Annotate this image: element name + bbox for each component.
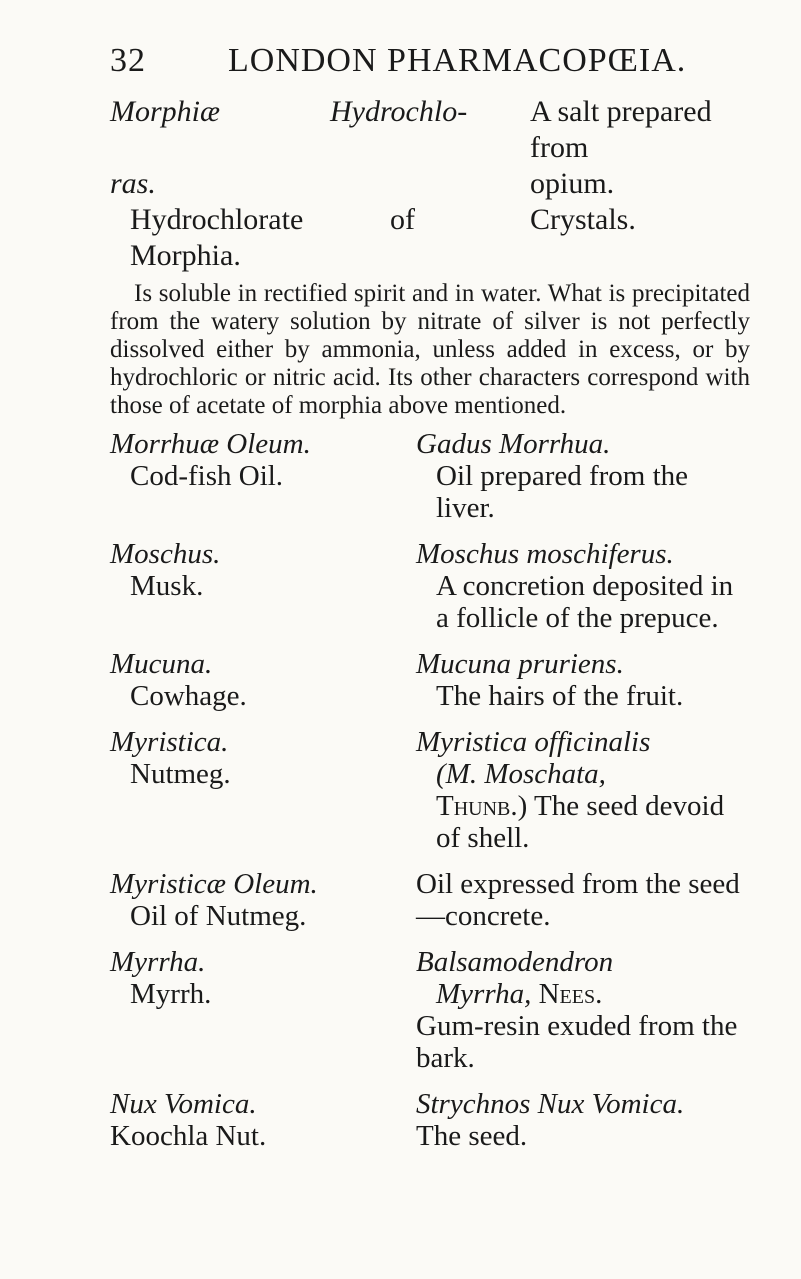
intro-english-1: Hydrochlorate: [130, 203, 304, 236]
entry-authority: Nees.: [538, 978, 603, 1010]
entry: [110, 648, 750, 712]
entry-english: Musk.: [130, 570, 204, 602]
entry: [110, 726, 750, 854]
entry-description: The hairs of the fruit.: [436, 680, 684, 712]
entry-description: The seed devoid of shell.: [436, 790, 725, 854]
entry-description: Gum-resin exuded from the bark.: [416, 1010, 738, 1074]
intro-latin-2: Hydrochlo-: [330, 95, 468, 128]
entry-description: The seed.: [416, 1120, 528, 1152]
intro-paragraph: Is soluble in rectified spirit and in water. What is precipitated from the watery solution by nitrate of silver is not perfectly dissolved either by ammonia, unless added in excess, or by hydrochloric or nitric acid. Its other characters correspond with those of acetate of morphia above mentioned.: [110, 280, 750, 419]
entry-source-2: Myrrha,: [436, 978, 532, 1010]
entry-source: Mucuna pruriens.: [416, 648, 624, 680]
running-title: LONDON PHARMACOPŒIA.: [228, 42, 687, 79]
entry-description: Oil expressed from the seed—concrete.: [416, 868, 740, 932]
page-number: 32: [110, 42, 146, 79]
entry-english: Nutmeg.: [130, 758, 231, 790]
entry-source: Balsamodendron: [416, 946, 614, 978]
entry-english: Cod-fish Oil.: [130, 460, 284, 492]
entry-english: Myrrh.: [130, 978, 212, 1010]
intro-english-2: Morphia.: [130, 239, 241, 272]
entry-source: Strychnos Nux Vomica.: [416, 1088, 685, 1120]
entry-source: Moschus moschiferus.: [416, 538, 674, 570]
entry-english: Cowhage.: [130, 680, 247, 712]
entry-source: Gadus Morrhua.: [416, 428, 611, 460]
entry: [110, 538, 750, 634]
entry-english: Oil of Nutmeg.: [130, 900, 307, 932]
entry-latin: Myristica.: [110, 726, 229, 758]
entry-latin: Myristicæ Oleum.: [110, 868, 318, 900]
entry-latin: Nux Vomica.: [110, 1088, 257, 1120]
entry-latin: Myrrha.: [110, 946, 206, 978]
intro-source-3: Crystals.: [530, 203, 636, 236]
entry: [110, 868, 750, 932]
intro-source-2: opium.: [530, 167, 615, 200]
entry: [110, 428, 750, 524]
entry-latin: Moschus.: [110, 538, 221, 570]
intro-latin-2b: ras.: [110, 167, 156, 200]
entry-description: A concretion deposited in a follicle of the prepuce.: [436, 570, 734, 634]
entry-description: Oil prepared from the liver.: [436, 460, 689, 524]
entry-source-2: (M. Moschata,: [436, 758, 606, 790]
entry-latin: Mucuna.: [110, 648, 213, 680]
entry: [110, 946, 750, 1074]
intro-latin-1: Morphiæ: [110, 95, 221, 128]
intro-entry: [110, 94, 750, 420]
entry-source: Myristica officinalis: [416, 726, 651, 758]
entries-list: [110, 428, 750, 1166]
entry: [110, 1088, 750, 1152]
intro-english-1b: of: [390, 203, 415, 236]
entry-latin: Morrhuæ Oleum.: [110, 428, 311, 460]
intro-source-1: A salt prepared from: [530, 95, 712, 164]
entry-authority: Thunb.): [436, 790, 528, 822]
entry-english: Koochla Nut.: [110, 1120, 267, 1152]
